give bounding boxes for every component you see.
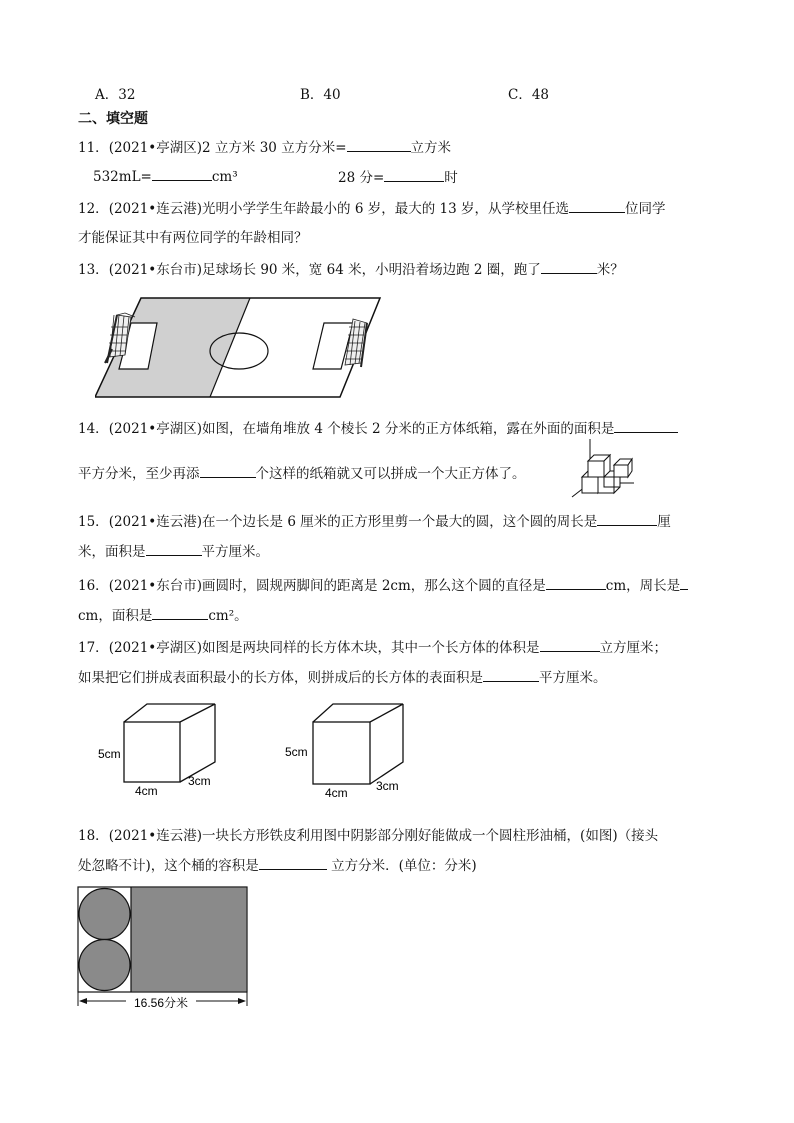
q14-source: (2021•亭湖区) xyxy=(108,421,203,437)
section-title: 二、填空题 xyxy=(78,111,148,127)
q18-source: (2021•连云港) xyxy=(108,828,203,844)
q11-unit: 立方米 xyxy=(410,140,451,156)
box-depth-label: 3cm xyxy=(188,774,211,788)
q16-text: 画圆时，圆规两脚间的距离是 2cm，那么这个圆的直径是 xyxy=(202,578,546,594)
q17-text3: 平方厘米。 xyxy=(539,670,607,686)
q11-number: 11． xyxy=(78,140,109,156)
q16-text-end: cm，周长是 xyxy=(605,578,681,594)
box-width-label: 4cm xyxy=(325,786,348,800)
q11-min-text: 28 分= xyxy=(338,170,385,186)
option-b: B．40 xyxy=(300,87,341,103)
q15-text: 在一个边长是 6 厘米的正方形里剪一个最大的圆，这个圆的周长是 xyxy=(202,514,598,530)
question-14-line1 xyxy=(78,417,678,437)
rectangular-box-right xyxy=(283,700,423,800)
question-14-line2 xyxy=(78,462,526,482)
question-12-line2: 才能保证其中有两位同学的年龄相同？ xyxy=(78,230,308,246)
answer-blank[interactable] xyxy=(597,511,657,526)
q16-number: 16． xyxy=(78,578,109,594)
question-15-line2 xyxy=(78,540,269,560)
question-18-line2 xyxy=(78,854,477,874)
answer-blank[interactable] xyxy=(546,575,606,590)
q16-source: (2021•东台市) xyxy=(108,578,203,594)
q16-text3: cm²。 xyxy=(208,608,248,624)
question-11-line2b xyxy=(338,166,458,186)
q16-text2: cm，面积是 xyxy=(78,608,153,624)
top-circle xyxy=(79,889,130,940)
answer-blank[interactable] xyxy=(259,855,327,870)
question-12-line1 xyxy=(78,197,665,217)
q17-source: (2021•亭湖区) xyxy=(108,640,203,656)
option-a: A．32 xyxy=(95,87,136,103)
q14-text2: 平方分米，至少再添 xyxy=(78,466,200,482)
question-11-line2a xyxy=(93,166,238,185)
answer-blank[interactable] xyxy=(680,575,688,590)
q17-text-end: 立方厘米； xyxy=(599,640,668,656)
q12-source: (2021•连云港) xyxy=(108,201,203,217)
bottom-circle xyxy=(79,940,130,991)
q12-text-end: 位同学 xyxy=(624,201,666,217)
question-16-line1 xyxy=(78,574,688,594)
q14-text3: 个这样的纸箱就又可以拼成一个大正方体了。 xyxy=(255,466,526,482)
answer-blank[interactable] xyxy=(569,198,625,213)
q13-text-end: 米？ xyxy=(596,262,624,278)
answer-blank[interactable] xyxy=(540,637,600,652)
q18-number: 18． xyxy=(78,828,109,844)
q12-text: 光明小学学生年龄最小的 6 岁，最大的 13 岁，从学校里任选 xyxy=(202,201,569,217)
answer-blank[interactable] xyxy=(541,259,597,274)
answer-blank[interactable] xyxy=(384,167,444,182)
dimension-arrow-left xyxy=(79,998,87,1004)
stacked-cubes-figure xyxy=(568,437,638,499)
answer-blank[interactable] xyxy=(200,463,256,478)
q11-cm3-unit: cm³ xyxy=(211,169,238,185)
box-depth-label: 3cm xyxy=(376,779,399,793)
q17-text: 如图是两块同样的长方体木块，其中一个长方体的体积是 xyxy=(202,640,540,656)
q11-ml-text: 532mL= xyxy=(93,169,152,185)
rectangular-box-left xyxy=(95,700,235,800)
answer-blank[interactable] xyxy=(483,667,539,682)
q13-number: 13． xyxy=(78,262,109,278)
question-13-line1 xyxy=(78,258,624,278)
q15-text-end: 厘 xyxy=(657,514,671,530)
question-11-line1 xyxy=(78,136,451,156)
q11-hour-unit: 时 xyxy=(444,170,458,186)
q12-number: 12． xyxy=(78,201,109,217)
q14-text: 如图，在墙角堆放 4 个棱长 2 分米的正方体纸箱，露在外面的面积是 xyxy=(202,421,615,437)
q11-source: (2021•亭湖区) xyxy=(108,140,203,156)
option-c: C．48 xyxy=(508,87,550,103)
answer-blank[interactable] xyxy=(152,166,212,181)
answer-blank[interactable] xyxy=(146,541,202,556)
answer-blank[interactable] xyxy=(614,418,678,433)
q17-text2: 如果把它们拼成表面积最小的长方体，则拼成后的长方体的表面积是 xyxy=(78,670,483,686)
tin-sheet-figure xyxy=(74,884,254,1016)
q13-text: 足球场长 90 米，宽 64 米，小明沿着场边跑 2 圈，跑了 xyxy=(202,262,541,278)
q11-text: 2 立方米 30 立方分米= xyxy=(202,140,347,156)
answer-blank[interactable] xyxy=(347,137,411,152)
box-width-label: 4cm xyxy=(135,784,158,798)
answer-blank[interactable] xyxy=(152,605,208,620)
dimension-label: 16.56分米 xyxy=(133,996,189,1010)
q17-number: 17． xyxy=(78,640,109,656)
soccer-field-figure xyxy=(95,293,390,403)
shaded-rectangle xyxy=(131,887,247,992)
question-16-line2 xyxy=(78,604,248,624)
q15-text3: 平方厘米。 xyxy=(201,544,269,560)
q18-text3: 立方分米．(单位：分米) xyxy=(326,858,477,874)
q15-text2: 米，面积是 xyxy=(78,544,146,560)
q15-source: (2021•连云港) xyxy=(108,514,203,530)
question-15-line1 xyxy=(78,510,671,530)
q18-text: 一块长方形铁皮利用图中阴影部分刚好能做成一个圆柱形油桶，(如图)（接头 xyxy=(202,828,659,844)
q15-number: 15． xyxy=(78,514,109,530)
box-height-label: 5cm xyxy=(285,745,308,759)
q13-source: (2021•东台市) xyxy=(108,262,203,278)
q18-text2: 处忽略不计)，这个桶的容积是 xyxy=(78,858,259,874)
dimension-arrow-right xyxy=(238,998,246,1004)
question-18-line1 xyxy=(78,824,658,844)
question-17-line1 xyxy=(78,636,667,656)
q14-number: 14． xyxy=(78,421,109,437)
question-17-line2 xyxy=(78,666,607,686)
box-height-label: 5cm xyxy=(98,747,121,761)
